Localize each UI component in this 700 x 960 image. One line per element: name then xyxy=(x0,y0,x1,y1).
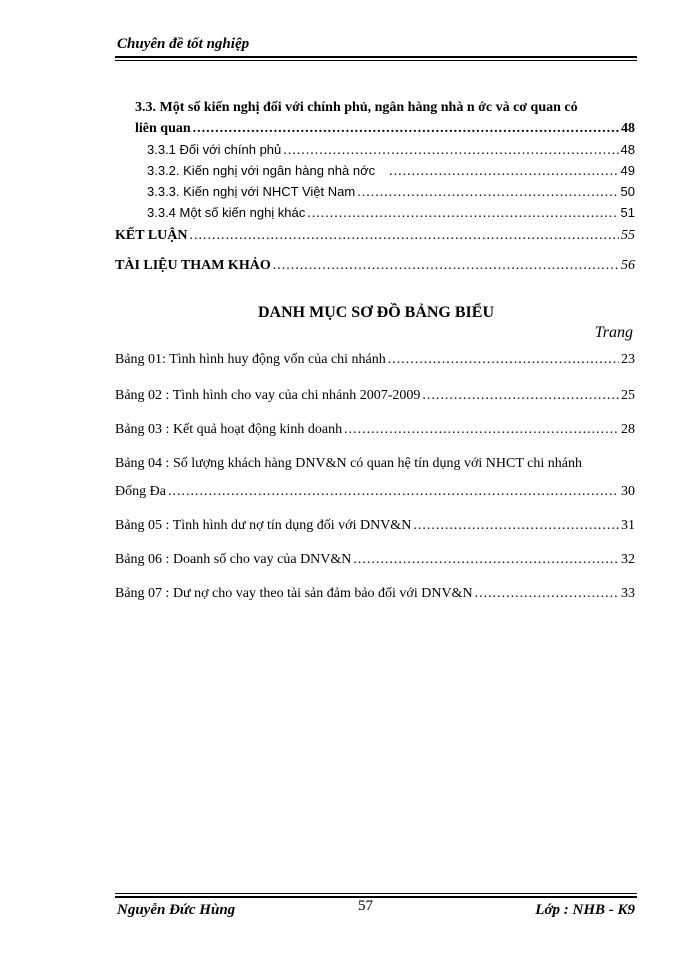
leader-dots xyxy=(357,185,618,201)
toc-tai-lieu xyxy=(115,258,635,274)
leader-dots xyxy=(388,352,619,368)
list-bang-03-page: 28 xyxy=(621,422,635,437)
list-bang-01 xyxy=(115,352,635,368)
toc-ket-luan xyxy=(115,228,635,244)
toc-tai-lieu-label: TÀI LIỆU THAM KHẢO xyxy=(115,258,271,273)
list-bang-01-page: 23 xyxy=(621,352,635,367)
leader-dots xyxy=(307,206,618,222)
list-bang-03 xyxy=(115,422,635,438)
list-bang-05-label: Bảng 05 : Tình hình dư nợ tín dụng đối với DNV&N xyxy=(115,518,412,533)
list-bang-03-label: Bảng 03 : Kết quả hoạt động kinh doanh xyxy=(115,422,343,437)
toc-3-3-4-label: 3.3.4 Một số kiến nghị khác xyxy=(147,205,306,220)
list-bang-01-label: Bảng 01: Tình hình huy động vốn của chi nhánh xyxy=(115,352,386,367)
list-bang-04 xyxy=(115,484,635,500)
list-bang-06 xyxy=(115,552,635,568)
toc-3-3-page: 48 xyxy=(621,121,635,136)
list-bang-07 xyxy=(115,586,635,602)
leader-dots xyxy=(168,484,619,500)
toc-3-3-3 xyxy=(147,184,635,201)
leader-dots xyxy=(273,258,619,274)
header-title: Chuyên đề tốt nghiệp xyxy=(117,36,250,52)
toc-3-3-3-label: 3.3.3. Kiến nghị với NHCT Việt Nam xyxy=(147,184,356,199)
list-bang-02-page: 25 xyxy=(621,388,635,403)
toc-3-3-4 xyxy=(147,205,635,222)
toc-tai-lieu-page: 56 xyxy=(621,258,635,273)
leader-dots xyxy=(189,228,619,244)
toc-3-3-1-page: 48 xyxy=(620,142,635,157)
toc-3-3-line2 xyxy=(135,121,635,137)
toc-3-3-1-label: 3.3.1 Đối với chính phủ xyxy=(147,142,282,157)
toc-3-3-line1 xyxy=(135,100,635,116)
leader-dots xyxy=(475,586,619,602)
leader-dots xyxy=(283,143,618,159)
toc-3-3-4-page: 51 xyxy=(620,205,635,220)
footer-author: Nguyễn Đức Hùng xyxy=(117,902,236,918)
list-bang-04-page: 30 xyxy=(621,484,635,499)
toc-3-3-1 xyxy=(147,142,635,159)
list-bang-04-line1: Bảng 04 : Số lượng khách hàng DNV&N có quan hệ tín dụng với NHCT chi nhánh xyxy=(115,456,582,471)
footer-page-number: 57 xyxy=(358,898,373,914)
list-bang-07-page: 33 xyxy=(621,586,635,601)
toc-ket-luan-label: KẾT LUẬN xyxy=(115,228,188,243)
page-column-label: Trang xyxy=(594,324,633,341)
footer-class: Lớp : NHB - K9 xyxy=(535,902,635,918)
list-bang-06-label: Bảng 06 : Doanh số cho vay của DNV&N xyxy=(115,552,352,567)
header-rule xyxy=(115,56,637,61)
leader-dots xyxy=(389,164,618,180)
list-bang-02 xyxy=(115,388,635,404)
list-bang-06-page: 32 xyxy=(621,552,635,567)
toc-3-3-2-label: 3.3.2. Kiến nghị với ngân hàng nhà nớc xyxy=(147,163,376,178)
toc-ket-luan-page: 55 xyxy=(621,228,635,243)
toc-3-3-title-cont: liên quan xyxy=(135,121,191,136)
leader-dots xyxy=(413,518,619,534)
toc-3-3-title: 3.3. Một số kiến nghị đối với chính phủ, ngân hàng nhà n ớc và cơ quan có xyxy=(135,100,578,115)
toc-3-3-2-page: 49 xyxy=(620,163,635,178)
list-bang-07-label: Bảng 07 : Dư nợ cho vay theo tài sản đảm bảo đối với DNV&N xyxy=(115,586,473,601)
list-bang-05-page: 31 xyxy=(621,518,635,533)
footer-rule xyxy=(115,893,637,898)
toc-3-3-3-page: 50 xyxy=(620,184,635,199)
leader-dots xyxy=(353,552,619,568)
list-title: DANH MỤC SƠ ĐỒ BẢNG BIỂU xyxy=(257,304,494,321)
leader-dots xyxy=(422,388,619,404)
leader-dots xyxy=(193,121,619,137)
list-bang-02-label: Bảng 02 : Tình hình cho vay của chi nhánh 2007-2009 xyxy=(115,388,421,403)
toc-3-3-2 xyxy=(147,163,635,180)
leader-dots xyxy=(344,422,619,438)
list-bang-04-label-cont: Đống Đa xyxy=(115,484,166,499)
list-bang-05 xyxy=(115,518,635,534)
